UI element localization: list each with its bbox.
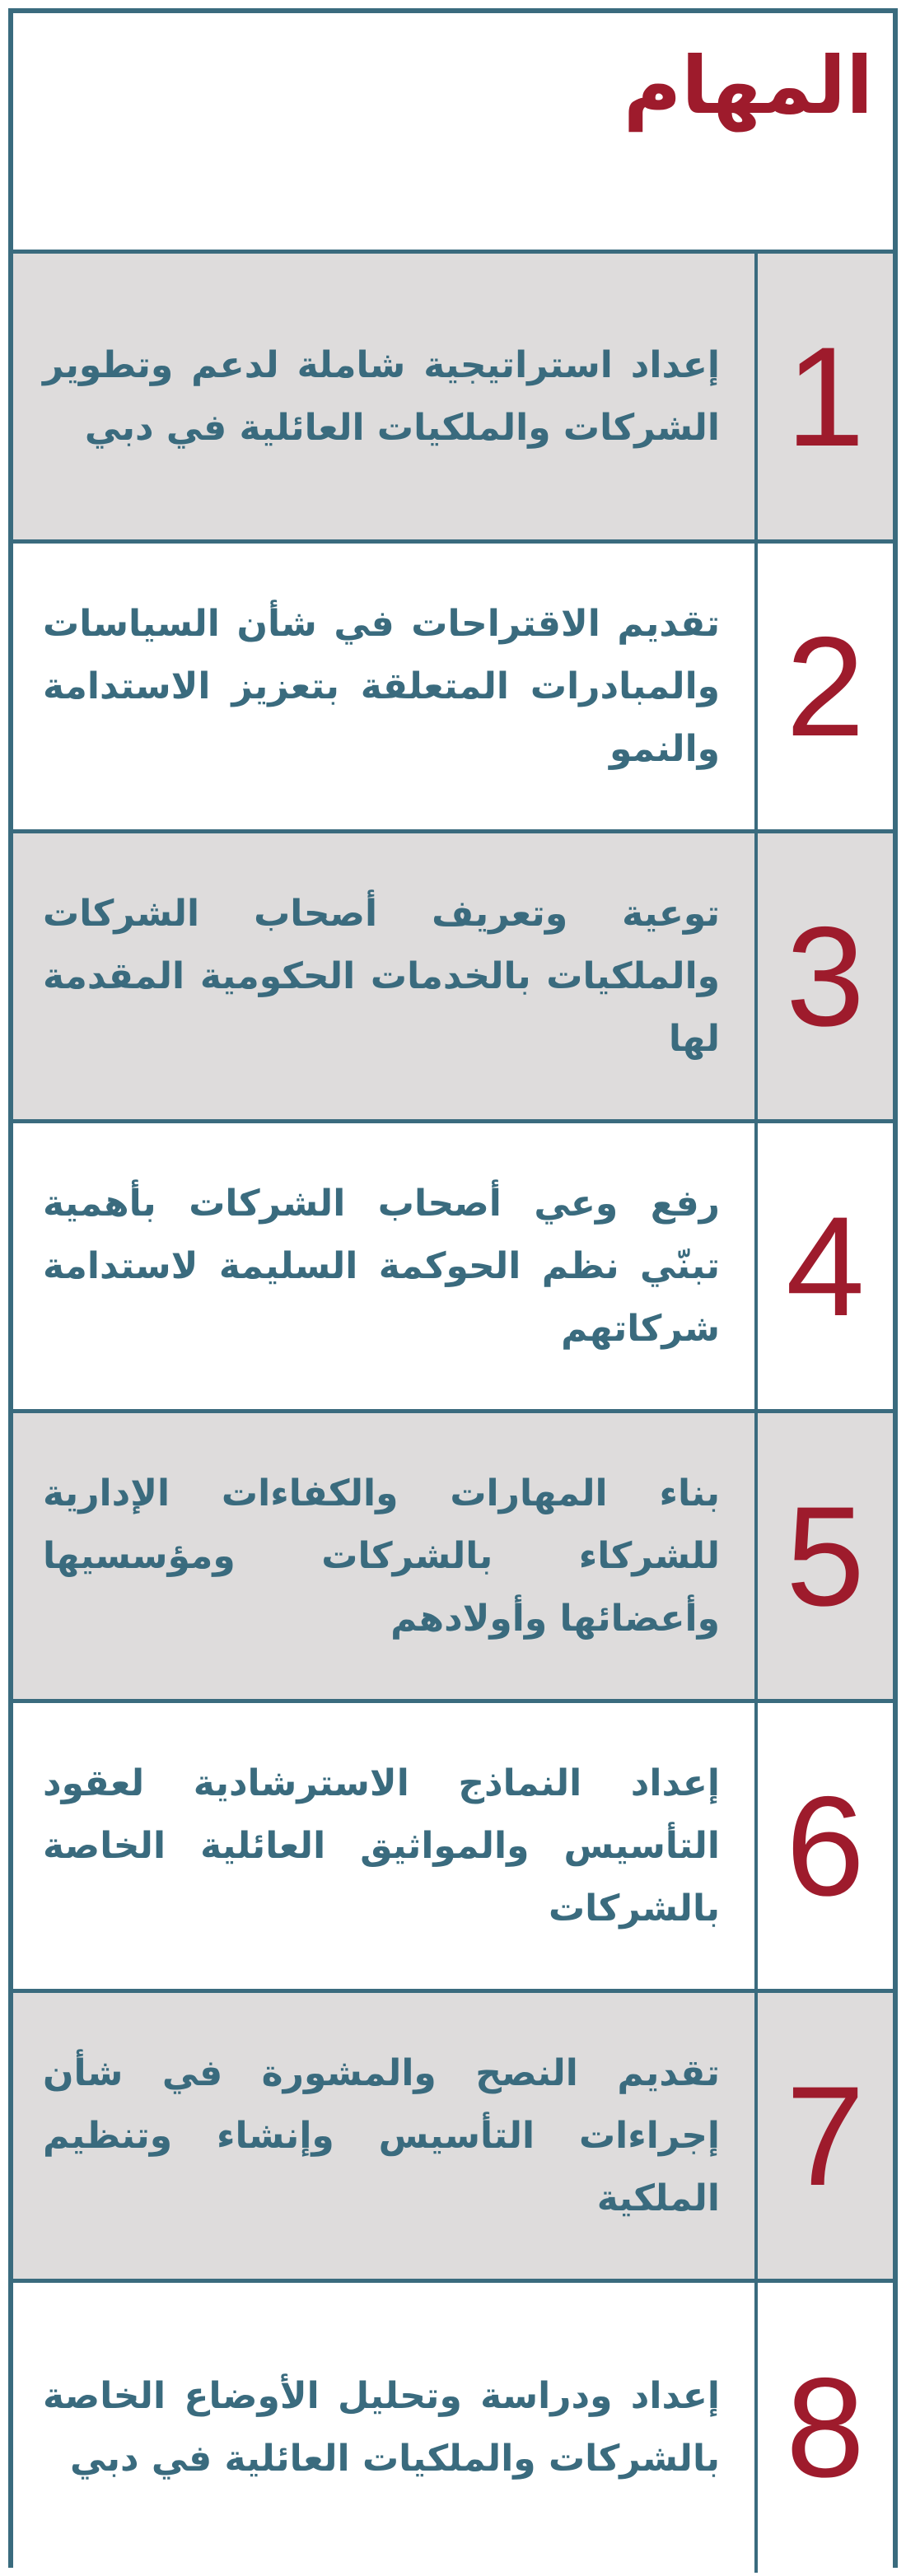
task-number-cell [754, 2283, 893, 2573]
tasks-table [8, 8, 898, 2568]
task-number: 1 [786, 317, 865, 476]
task-row-5 [13, 1413, 893, 1703]
task-number: 7 [786, 2056, 865, 2215]
task-text-cell [43, 1703, 720, 1989]
table-header [13, 13, 893, 254]
task-text: إعداد النماذج الاسترشادية لعقود التأسيس والمواثيق العائلية الخاصة بالشركات [43, 1762, 720, 1930]
task-text-cell [43, 1413, 720, 1699]
task-text: توعية وتعريف أصحاب الشركات والملكيات بالخدمات الحكومية المقدمة لها [43, 892, 720, 1060]
task-text-cell [43, 833, 720, 1119]
task-row-8 [13, 2283, 893, 2573]
task-text: تقديم الاقتراحات في شأن السياسات والمبادرات المتعلقة بتعزيز الاستدامة والنمو [43, 602, 720, 770]
task-row-7 [13, 1993, 893, 2283]
task-text: رفع وعي أصحاب الشركات بأهمية تبنّي نظم الحوكمة السليمة لاستدامة شركاتهم [43, 1182, 720, 1350]
task-number: 5 [786, 1477, 865, 1636]
task-row-4 [13, 1123, 893, 1413]
task-text: بناء المهارات والكفاءات الإدارية للشركاء بالشركات ومؤسسيها وأعضائها وأولادهم [43, 1472, 720, 1640]
page-title: المهام [623, 40, 873, 132]
task-text: تقديم النصح والمشورة في شأن إجراءات التأسيس وإنشاء وتنظيم الملكية [43, 2051, 720, 2219]
task-number-cell [754, 1123, 893, 1409]
task-text-cell [43, 254, 720, 539]
task-text: إعداد استراتيجية شاملة لدعم وتطوير الشركات والملكيات العائلية في دبي [43, 343, 720, 449]
task-number: 2 [786, 607, 865, 766]
task-number: 4 [786, 1187, 865, 1346]
task-row-6 [13, 1703, 893, 1993]
task-rows [13, 254, 893, 2573]
task-number: 6 [786, 1766, 865, 1925]
task-number-cell [754, 1703, 893, 1989]
task-row-3 [13, 833, 893, 1123]
task-number-cell [754, 1413, 893, 1699]
task-text-cell [43, 1123, 720, 1409]
task-text-cell [43, 544, 720, 829]
task-number-cell [754, 544, 893, 829]
task-number: 3 [786, 897, 865, 1056]
task-row-2 [13, 544, 893, 833]
task-text-cell [43, 2283, 720, 2573]
task-text-cell [43, 1993, 720, 2279]
task-number-cell [754, 1993, 893, 2279]
task-row-1 [13, 254, 893, 544]
task-number: 8 [786, 2349, 865, 2507]
task-text: إعداد ودراسة وتحليل الأوضاع الخاصة بالشركات والملكيات العائلية في دبي [43, 2375, 720, 2480]
task-number-cell [754, 254, 893, 539]
task-number-cell [754, 833, 893, 1119]
